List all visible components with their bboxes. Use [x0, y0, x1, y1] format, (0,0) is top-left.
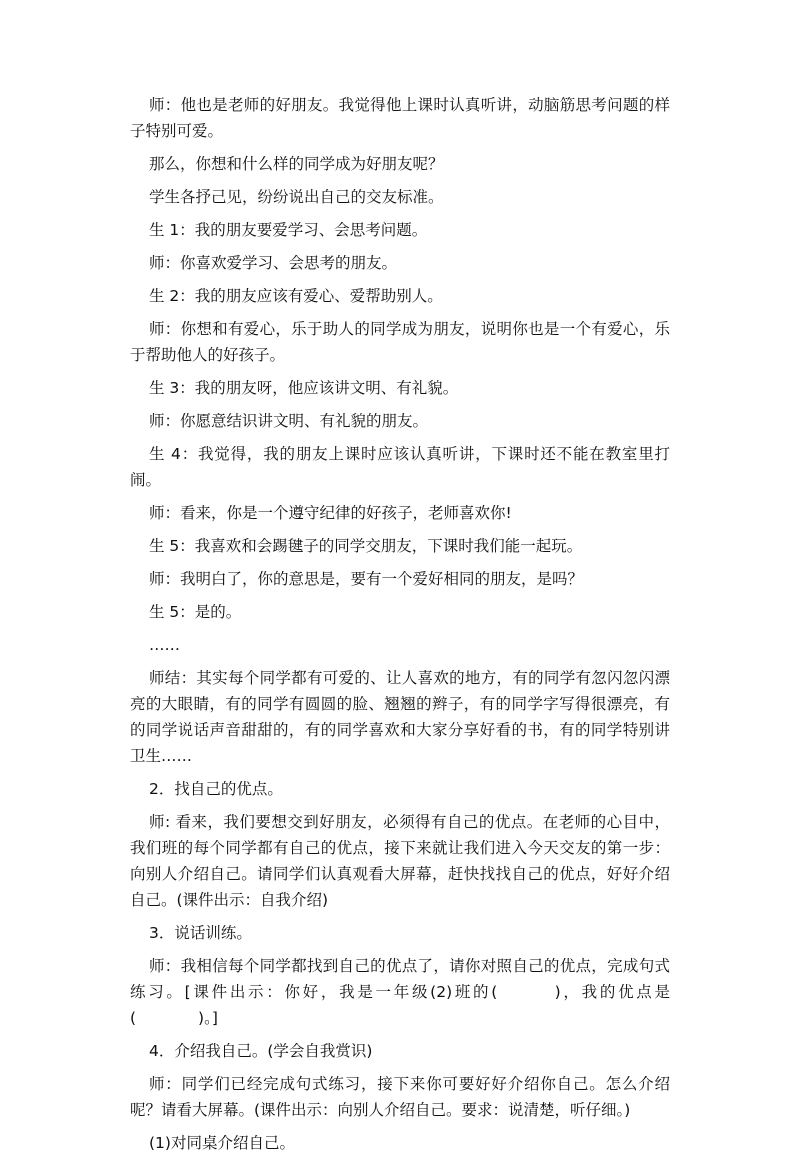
section-heading: 2．找自己的优点。 [149, 780, 283, 798]
paragraph: (1)对同桌介绍自己。 [149, 1134, 295, 1152]
section-heading: 3．说话训练。 [149, 924, 252, 942]
paragraph: 生 3：我的朋友呀，他应该讲文明、有礼貌。 [149, 379, 459, 397]
paragraph: 师：我相信每个同学都找到自己的优点了，请你对照自己的优点，完成句式练习。[课件出示：你好，我是一年级(2)班的( )，我的优点是( )。] [130, 957, 670, 1027]
paragraph: 生 5：我喜欢和会踢毽子的同学交朋友，下课时我们能一起玩。 [149, 537, 583, 555]
paragraph: 师：你想和有爱心，乐于助人的同学成为朋友，说明你也是一个有爱心，乐于帮助他人的好孩子。 [130, 320, 670, 364]
paragraph: 生 1：我的朋友要爱学习、会思考问题。 [149, 221, 428, 239]
paragraph: 学生各抒己见，纷纷说出自己的交友标准。 [149, 188, 444, 206]
section-heading: 4．介绍我自己。(学会自我赏识) [149, 1042, 373, 1060]
paragraph: …… [149, 636, 180, 654]
paragraph: 师：他也是老师的好朋友。我觉得他上课时认真听讲，动脑筋思考问题的样子特别可爱。 [130, 96, 670, 140]
paragraph: 师: 看来，我们要想交到好朋友，必须得有自己的优点。在老师的心目中，我们班的每个同学都有自己的优点，接下来就让我们进入今天交友的第一步：向别人介绍自己。请同学们认真观看大屏幕，赶快找找自己的优点，好好介绍自己。(课件出示：自我介绍) [130, 813, 670, 909]
paragraph: 师：你愿意结识讲文明、有礼貌的朋友。 [149, 412, 429, 430]
paragraph: 生 2：我的朋友应该有爱心、爱帮助别人。 [149, 287, 443, 305]
paragraph: 师：我明白了，你的意思是，要有一个爱好相同的朋友，是吗？ [149, 570, 584, 588]
document-body [130, 92, 670, 1163]
paragraph: 生 4：我觉得，我的朋友上课时应该认真听讲，下课时还不能在教室里打闹。 [130, 445, 670, 489]
paragraph: 师：看来，你是一个遵守纪律的好孩子，老师喜欢你! [149, 504, 512, 522]
paragraph: 师结：其实每个同学都有可爱的、让人喜欢的地方，有的同学有忽闪忽闪漂亮的大眼睛，有的同学有圆圆的脸、翘翘的辫子，有的同学字写得很漂亮，有的同学说话声音甜甜的，有的同学喜欢和大家分享好看的书，有的同学特别讲卫生…… [130, 669, 670, 765]
paragraph: 那么，你想和什么样的同学成为好朋友呢？ [149, 155, 444, 173]
paragraph: 师：同学们已经完成句式练习，接下来你可要好好介绍你自己。怎么介绍呢？请看大屏幕。(课件出示：向别人介绍自己。要求：说清楚，听仔细。) [130, 1075, 670, 1119]
paragraph: 生 5：是的。 [149, 603, 242, 621]
paragraph: 师：你喜欢爱学习、会思考的朋友。 [149, 254, 398, 272]
